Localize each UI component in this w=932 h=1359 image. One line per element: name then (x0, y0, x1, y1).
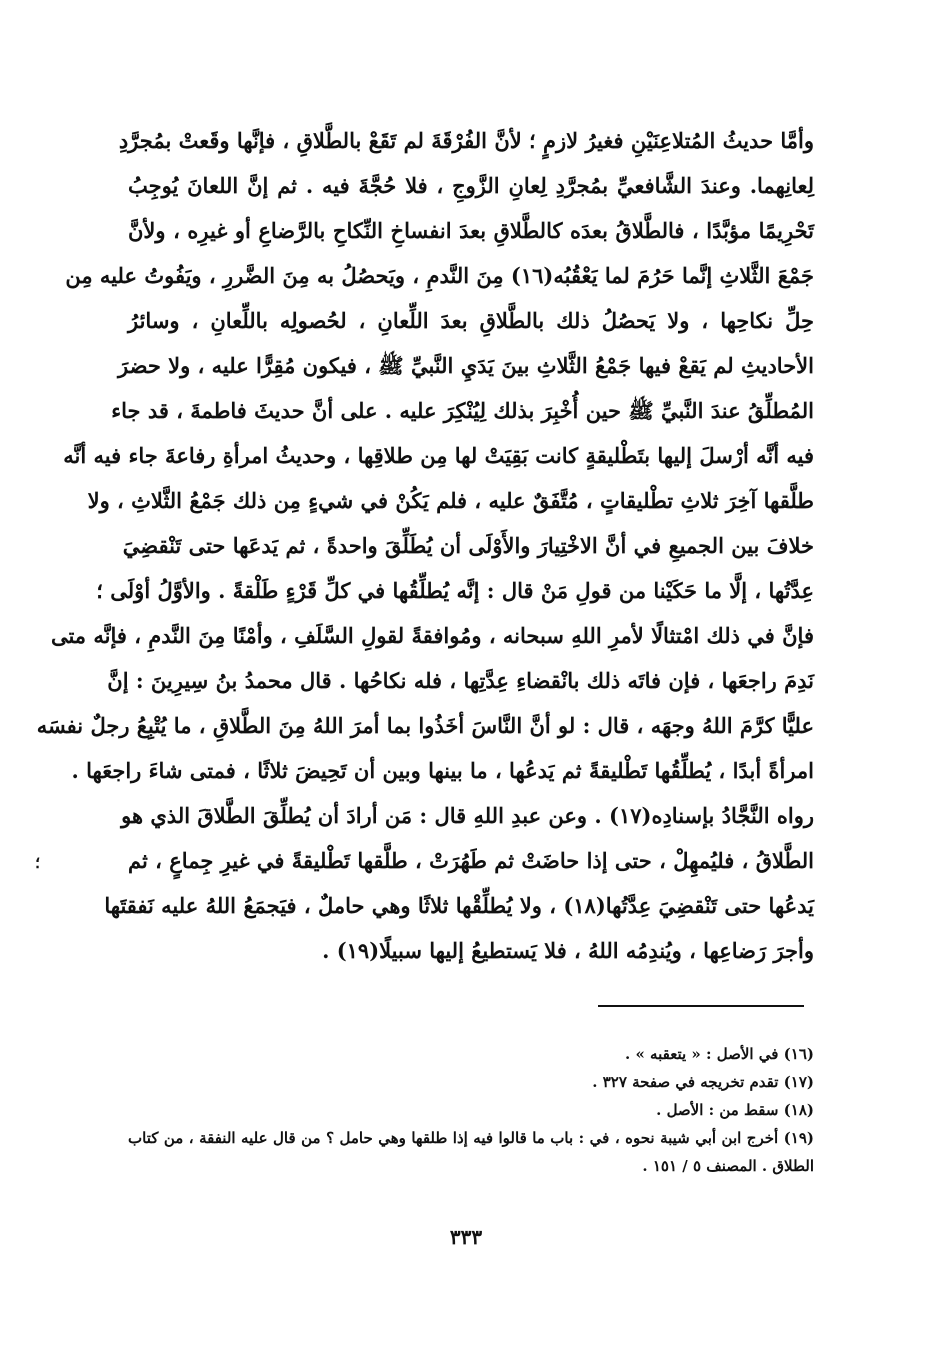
footnote-continuation: الطلاق . المصنف ٥ / ١٥١ . (642, 1157, 814, 1175)
page-number: ٣٣٣ (449, 1225, 483, 1249)
main-text-block (36, 118, 814, 973)
text-line: وأمَّا حديثُ المُتلاعِنَيْنِ فغيرُ لازمٍ ؛ لأنَّ الفُرْقَةَ لم تَقَعْ بالطَّلاقِ ، فإنَّها وقَعتْ بمُجرَّدِ (118, 128, 814, 153)
text-line: حِلِّ نكاحِها ، ولا يَحصُلُ ذلك بالطَّلاقِ بعدَ اللِّعانِ ، لحُصولِه باللِّعانِ ، وسائرُ (128, 308, 814, 333)
footnote: (١٦) في الأصل : « يتعقبه » . (625, 1045, 814, 1063)
footnotes-block (128, 1040, 814, 1180)
text-line: نَدِمَ راجعَها ، فإن فاتَه ذلك بانْقضاءِ عِدَّتِها ، فله نكاحُها . قال محمدُ بنُ سِيرِينَ : إنَّ (107, 668, 814, 693)
footnote-separator (598, 1005, 804, 1007)
margin-mark: ؛ (35, 853, 41, 872)
text-line: المُطلِّقُ عندَ النَّبيِّ ﷺ حين أُخْبِرَ بذلك لِيُنْكِرَ عليه . على أنَّ حديثَ فاطمةَ ، قد جاء (111, 398, 814, 423)
text-line: رواه النَّجَّادُ بإسنادِه(١٧) . وعن عبدِ اللهِ قال : مَن أرادَ أن يُطلِّقَ الطَّلاقَ الذي هو (121, 803, 814, 828)
footnote: (١٨) سقط من : الأصل . (656, 1101, 814, 1119)
text-line: الطَّلاقُ ، فليُمهِلْ ، حتى إذا حاضَتْ ثم طَهُرَتْ ، طلَّقها تَطْليقةً في غيرِ جِماعٍ ، ثم (128, 848, 814, 873)
text-line: امرأةً أبدًا ، يُطلِّقُها تَطْليقةً ثم يَدعُها ، ما بينها وبين أن تَحِيضَ ثلاثًا ، فمتى شاءَ راجعَها . (71, 758, 814, 783)
text-line: فإنَّ في ذلك امْتثالًا لأمرِ اللهِ سبحانه ، ومُوافقةً لقولِ السَّلَفِ ، وأمْنًا مِنَ النَّدمِ ، فإنَّه متى (50, 623, 814, 648)
text-line: وأجرَ رَضاعِها ، ويُندِمُه اللهُ ، فلا يَستطيعُ إليها سبيلًا(١٩) . (322, 938, 814, 963)
text-line: تَحْرِيمًا مؤبَّدًا ، فالطَّلاقُ بعدَه كالطَّلاقِ بعدَ انفساخِ النِّكاحِ بالرَّضاعِ أو غيرِه ، ولأنَّ (128, 218, 814, 243)
text-line: خلافَ بين الجميعِ في أنَّ الاخْتِيارَ والأَوْلَى أن يُطَلِّقَ واحدةً ، ثم يَدعَها حتى تَنْقضِيَ (122, 533, 814, 558)
text-line: الأحاديثِ لم يَقعْ فيها جَمْعُ الثَّلاثِ بينَ يَدَيِ النَّبيِّ ﷺ ، فيكون مُقِرًّا عليه ، ولا حضرَ (118, 353, 814, 378)
text-line: جَمْعَ الثَّلاثِ إنَّما حَرُمَ لما يَعْقُبُه(١٦) مِنَ النَّدمِ ، ويَحصُلُ به مِنَ الضَّررِ ، ويَفُوتُ عليه مِن (65, 263, 814, 288)
text-line: لِعانِهما. وعندَ الشَّافعيِّ بمُجرَّدِ لِعانِ الزَّوجِ ، فلا حُجَّةَ فيه . ثم إنَّ اللعانَ يُوجِبُ (128, 173, 814, 198)
footnote: (١٩) أخرج ابن أبي شيبة نحوه ، في : باب ما قالوا فيه إذا طلقها وهي حامل ؟ من قال عليه النفقة ، من كتاب (128, 1129, 814, 1147)
text-line: عِدَّتُها ، إلَّا ما حَكَيْنا من قولِ مَنْ قال : إنَّه يُطلِّقُها في كلِّ قَرْءٍ طَلْقةً . والأوَّلُ أوْلَى ؛ (96, 578, 814, 603)
text-line: فيه أنَّه أرْسلَ إليها بتَطْليقةٍ كانت بَقِيَتْ لها مِن طلاقِها ، وحديثُ امرأةِ رفاعةَ جاء فيه أنَّه (63, 443, 814, 468)
text-line: عليًّا كرَّمَ اللهُ وجهَه ، قال : لو أنَّ النَّاسَ أخَذُوا بما أمرَ اللهُ مِنَ الطَّلاقِ ، ما يُتْبِعُ رجلٌ نفسَه (36, 713, 814, 738)
footnote: (١٧) تقدم تخريجه في صفحة ٣٢٧ . (592, 1073, 814, 1091)
text-line: يَدعُها حتى تَنْقضِيَ عِدَّتُها(١٨) ، ولا يُطلِّقْها ثلاثًا وهي حاملٌ ، فيَجمَعُ اللهُ عليه نَفقتَها (104, 893, 814, 918)
text-line: طلَّقها آخِرَ ثلاثِ تطْليقاتٍ ، مُتَّفَقٌ عليه ، فلم يَكُنْ في شيءٍ مِن ذلك جَمْعُ الثَّلاثِ ، ولا (87, 488, 814, 513)
